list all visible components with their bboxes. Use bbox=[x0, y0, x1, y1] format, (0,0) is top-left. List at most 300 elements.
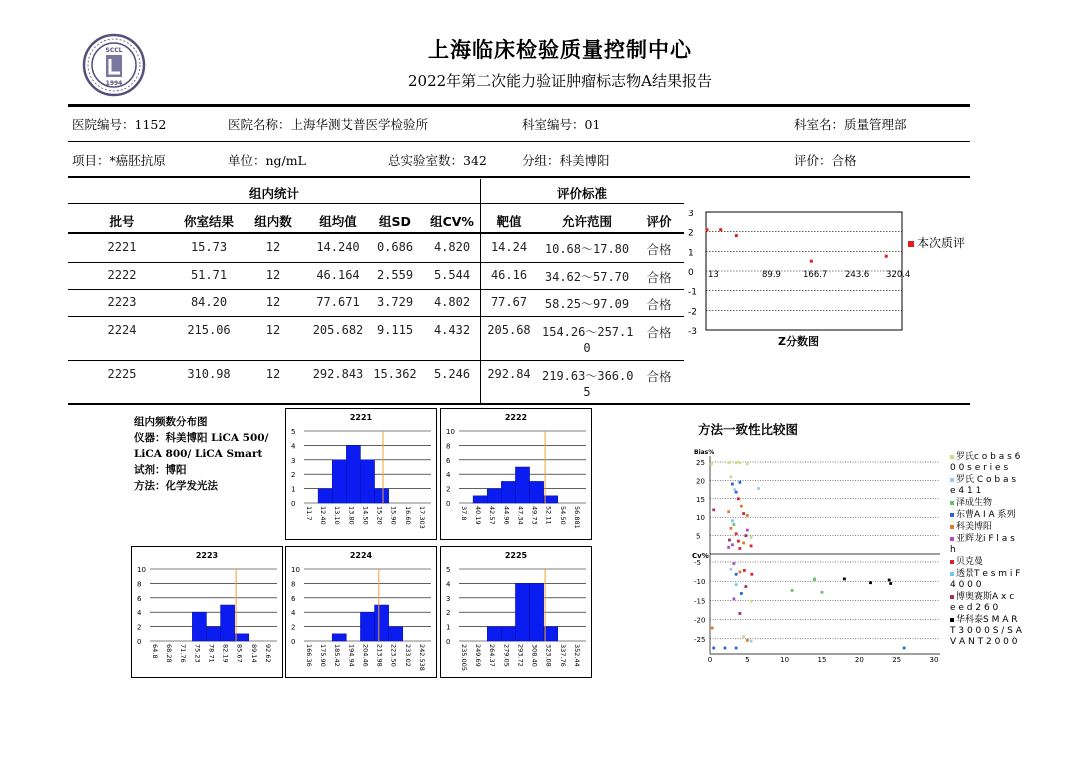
histogram-bar bbox=[501, 481, 515, 503]
hist-y-tick: 1 bbox=[446, 623, 451, 632]
cell-batch: 2224 bbox=[107, 323, 137, 337]
cell-range-continued: 5 bbox=[583, 385, 591, 399]
method-point bbox=[742, 512, 745, 515]
hist-y-tick: 4 bbox=[291, 442, 296, 451]
org-title: 上海临床检验质量控制中心 bbox=[428, 38, 692, 62]
hist-y-tick: 4 bbox=[291, 609, 296, 618]
histogram-bar bbox=[487, 627, 501, 641]
hist-y-tick: 2 bbox=[291, 471, 296, 480]
hist-y-tick: 5 bbox=[291, 428, 296, 436]
divider bbox=[68, 232, 684, 234]
hist-x-tick: 213.98 bbox=[375, 644, 384, 667]
divider bbox=[68, 289, 684, 290]
bias-tick: 5 bbox=[696, 532, 701, 541]
method-point bbox=[740, 505, 743, 508]
method-point bbox=[730, 568, 733, 571]
method-point bbox=[744, 585, 747, 588]
method-point bbox=[737, 540, 740, 543]
legend-item bbox=[950, 557, 1022, 568]
z-y-tick: -2 bbox=[688, 307, 697, 318]
cell-range: 58.25～97.09 bbox=[544, 297, 630, 311]
cell-sd: 9.115 bbox=[376, 323, 414, 337]
legend-label: 华科泰S M A R T 3 0 0 0 S / S A V A N T 2 0 0 0 bbox=[950, 615, 1022, 647]
histogram-2225 bbox=[440, 546, 592, 678]
x-tick: 10 bbox=[780, 656, 790, 664]
method-point bbox=[727, 461, 730, 464]
method-point bbox=[728, 539, 731, 542]
cell-target: 77.67 bbox=[490, 295, 528, 309]
cell-target: 46.16 bbox=[490, 268, 528, 282]
z-point bbox=[885, 255, 888, 258]
col-result: 你室结果 bbox=[183, 214, 234, 229]
method-legend bbox=[950, 452, 1022, 649]
method-point bbox=[757, 487, 760, 490]
hist-x-tick: 293.72 bbox=[516, 644, 525, 667]
hist-y-tick: 0 bbox=[137, 638, 142, 646]
cell-mean: 292.843 bbox=[312, 367, 364, 381]
method-chart-title: 方法一致性比较图 bbox=[698, 422, 799, 437]
method-point bbox=[750, 600, 753, 603]
cell-eval: 合格 bbox=[646, 325, 672, 340]
hist-x-tick: 68.28 bbox=[165, 644, 174, 663]
report-title: 2022年第二次能力验证肿瘤标志物A结果报告 bbox=[407, 72, 712, 90]
hist-y-tick: 6 bbox=[446, 456, 451, 465]
method-point bbox=[742, 635, 745, 638]
cv-tick: -15 bbox=[694, 597, 706, 606]
method-point bbox=[750, 545, 753, 548]
method-point bbox=[738, 481, 741, 484]
divider bbox=[68, 403, 970, 405]
histogram-bar bbox=[389, 627, 403, 641]
method-point bbox=[735, 583, 738, 586]
cell-mean: 46.164 bbox=[316, 268, 360, 282]
histogram-bar bbox=[473, 496, 487, 503]
hist-y-tick: 0 bbox=[446, 638, 451, 646]
method-point bbox=[888, 579, 891, 582]
hist-y-tick: 1 bbox=[291, 485, 296, 494]
hist-x-tick: 78.71 bbox=[207, 644, 216, 663]
cell-cv: 5.544 bbox=[433, 268, 471, 282]
method-point bbox=[869, 581, 872, 584]
method-consistency-chart bbox=[690, 444, 958, 670]
histogram-bar bbox=[360, 612, 374, 641]
cell-range: 10.68～17.80 bbox=[544, 242, 630, 256]
hist-x-tick: 82.19 bbox=[221, 644, 230, 663]
method-point bbox=[727, 546, 730, 549]
x-tick: 5 bbox=[745, 656, 750, 664]
method-point bbox=[735, 491, 738, 494]
method-point bbox=[903, 647, 906, 650]
cv-tick: -10 bbox=[694, 578, 706, 587]
cv-tick: -25 bbox=[694, 635, 706, 644]
freq-title: 组内频数分布图 bbox=[134, 416, 208, 428]
hist-x-tick: 185.42 bbox=[333, 644, 342, 667]
z-x-tick: 243.6 bbox=[845, 270, 870, 280]
total-labs: 总实验室数：342 bbox=[388, 153, 487, 168]
histogram-bar bbox=[375, 489, 389, 503]
hist-y-tick: 4 bbox=[446, 471, 451, 480]
hist-y-tick: 8 bbox=[291, 580, 296, 589]
hist-x-tick: 14.50 bbox=[361, 506, 370, 525]
legend-item bbox=[950, 498, 1022, 509]
histogram-2222 bbox=[440, 408, 592, 540]
hist-x-tick: 166.36 bbox=[305, 644, 313, 667]
cv-tick: -20 bbox=[694, 616, 706, 625]
hist-x-tick: 12.40 bbox=[319, 506, 328, 525]
cell-eval: 合格 bbox=[646, 297, 672, 312]
cell-mean: 77.671 bbox=[316, 295, 360, 309]
z-point bbox=[719, 228, 722, 231]
bias-tick: 25 bbox=[696, 459, 705, 467]
z-y-tick: 2 bbox=[688, 228, 694, 239]
col-n: 组内数 bbox=[254, 214, 292, 229]
method-point bbox=[750, 536, 753, 539]
x-tick: 0 bbox=[707, 656, 713, 664]
method-point bbox=[733, 488, 736, 491]
z-y-tick: -1 bbox=[688, 287, 697, 298]
hist-x-tick: 308.40 bbox=[530, 644, 539, 667]
hist-x-tick: 52.11 bbox=[544, 506, 553, 525]
method-point bbox=[731, 519, 734, 522]
hist-x-tick: 17.303 bbox=[417, 506, 426, 529]
cell-n: 12 bbox=[265, 240, 281, 254]
histogram-bar bbox=[501, 627, 515, 641]
divider bbox=[68, 141, 970, 142]
z-point bbox=[735, 234, 738, 237]
group: 分组：科美博阳 bbox=[522, 153, 610, 168]
divider bbox=[68, 316, 684, 317]
method-point bbox=[732, 597, 735, 600]
cell-target: 14.24 bbox=[490, 240, 528, 254]
method-point bbox=[730, 527, 733, 530]
divider bbox=[68, 262, 684, 263]
col-target: 靶值 bbox=[496, 214, 522, 229]
col-cv: 组CV% bbox=[430, 214, 474, 229]
z-y-tick: 3 bbox=[688, 210, 694, 219]
legend-label: 罗氏 C o b a s e 4 1 1 bbox=[950, 475, 1017, 496]
histogram-bar bbox=[206, 627, 220, 641]
method-point bbox=[740, 592, 743, 595]
divider bbox=[68, 360, 684, 361]
svg-text:SCCL: SCCL bbox=[105, 47, 123, 54]
cell-result: 310.98 bbox=[187, 367, 231, 381]
cell-result: 84.20 bbox=[190, 295, 228, 309]
histogram-bar bbox=[530, 583, 544, 641]
legend-item bbox=[950, 510, 1022, 521]
freq-instrument: 仪器：科美博阳 LiCA 500/ bbox=[134, 432, 269, 444]
dept-name: 科室名：质量管理部 bbox=[794, 117, 907, 132]
hist-y-tick: 10 bbox=[291, 566, 300, 574]
histogram-title: 2225 bbox=[504, 551, 528, 560]
hist-y-tick: 8 bbox=[446, 442, 451, 451]
cell-batch: 2225 bbox=[107, 367, 137, 381]
histogram-bar bbox=[530, 481, 544, 503]
cell-sd: 2.559 bbox=[376, 268, 414, 282]
divider bbox=[68, 203, 684, 204]
histogram-2221 bbox=[285, 408, 437, 540]
cell-batch: 2222 bbox=[107, 268, 137, 282]
cell-range: 219.63～366.0 bbox=[542, 369, 634, 383]
col-batch: 批号 bbox=[109, 214, 135, 229]
z-y-tick: 1 bbox=[688, 248, 694, 259]
legend-label: 贝克曼 bbox=[956, 557, 984, 567]
method-point bbox=[746, 529, 749, 532]
x-tick: 15 bbox=[817, 656, 827, 664]
cell-n: 12 bbox=[265, 268, 281, 282]
z-y-tick: 0 bbox=[688, 268, 694, 278]
hist-y-tick: 6 bbox=[291, 594, 296, 603]
method-point bbox=[735, 461, 738, 464]
histogram-bar bbox=[221, 605, 235, 641]
hist-x-tick: 92.62 bbox=[263, 644, 272, 663]
histogram-bar bbox=[487, 489, 501, 503]
method-point bbox=[727, 510, 730, 513]
histogram-bar bbox=[544, 496, 558, 503]
histogram-bar bbox=[360, 460, 374, 503]
hist-x-tick: 11.7 bbox=[305, 506, 313, 521]
z-legend bbox=[908, 234, 965, 251]
hist-x-tick: 40.19 bbox=[474, 506, 483, 525]
hist-x-tick: 56.881 bbox=[572, 506, 581, 529]
method-point bbox=[730, 475, 733, 478]
histogram-title: 2223 bbox=[195, 551, 219, 560]
cell-batch: 2223 bbox=[107, 295, 137, 309]
z-chart-title: Z分数图 bbox=[778, 335, 819, 348]
divider bbox=[68, 176, 970, 178]
hist-x-tick: 175.90 bbox=[319, 644, 328, 667]
legend-item bbox=[950, 534, 1022, 556]
method-point bbox=[746, 639, 749, 642]
divider bbox=[68, 104, 970, 107]
histogram-bar bbox=[235, 634, 249, 641]
cell-n: 12 bbox=[265, 323, 281, 337]
cell-batch: 2221 bbox=[107, 240, 137, 254]
cell-range: 154.26～257.1 bbox=[542, 325, 634, 339]
cell-cv: 4.802 bbox=[433, 295, 471, 309]
method-point bbox=[744, 534, 747, 537]
x-tick: 20 bbox=[854, 656, 864, 664]
col-sd: 组SD bbox=[379, 214, 411, 229]
histogram-bar bbox=[332, 634, 346, 641]
method-point bbox=[738, 461, 741, 464]
legend-item bbox=[950, 475, 1022, 497]
hist-y-tick: 8 bbox=[137, 580, 142, 589]
col-eval: 评价 bbox=[646, 214, 672, 229]
hist-y-tick: 0 bbox=[291, 638, 296, 646]
col-range: 允许范围 bbox=[561, 214, 612, 229]
histogram-bar bbox=[515, 583, 529, 641]
histogram-bar bbox=[192, 612, 206, 641]
method-point bbox=[889, 582, 892, 585]
bias-tick: 15 bbox=[696, 495, 705, 504]
hist-x-tick: 15.90 bbox=[389, 506, 398, 525]
freq-reagent: 试剂：博阳 bbox=[134, 464, 187, 476]
histogram-bar bbox=[544, 627, 558, 641]
histogram-2223 bbox=[131, 546, 283, 678]
histogram-2224 bbox=[285, 546, 437, 678]
cell-result: 15.73 bbox=[190, 240, 228, 254]
method-point bbox=[742, 542, 745, 545]
group-stats-title: 组内统计 bbox=[248, 186, 299, 201]
hist-x-tick: 279.05 bbox=[502, 644, 511, 667]
cell-range-continued: 0 bbox=[583, 341, 591, 355]
legend-marker-icon bbox=[950, 478, 954, 482]
z-point bbox=[810, 260, 813, 263]
legend-label: 泽成生物 bbox=[956, 498, 993, 508]
hist-x-tick: 71.76 bbox=[179, 644, 188, 663]
method-point bbox=[791, 589, 794, 592]
divider bbox=[480, 179, 481, 203]
criteria-title: 评价标准 bbox=[556, 186, 607, 201]
hist-x-tick: 352.44 bbox=[572, 644, 581, 667]
hist-x-tick: 233.02 bbox=[403, 644, 412, 667]
hist-y-tick: 6 bbox=[137, 594, 142, 603]
histogram-title: 2221 bbox=[349, 413, 373, 422]
hist-x-tick: 49.73 bbox=[530, 506, 539, 525]
method-point bbox=[737, 497, 740, 500]
legend-marker-icon bbox=[950, 595, 954, 599]
hospital-name: 医院名称：上海华测艾普医学检验所 bbox=[228, 117, 429, 132]
legend-label: 透景T e s m i F 4 0 0 0 bbox=[950, 569, 1021, 590]
hist-y-tick: 4 bbox=[446, 580, 451, 589]
z-y-tick: -3 bbox=[688, 327, 697, 337]
hist-y-tick: 2 bbox=[137, 623, 142, 632]
legend-item bbox=[950, 452, 1022, 474]
cell-result: 51.71 bbox=[190, 268, 228, 282]
item-name: 项目：*癌胚抗原 bbox=[72, 153, 166, 168]
legend-item bbox=[950, 592, 1022, 614]
method-point bbox=[735, 573, 738, 576]
bias-tick: 20 bbox=[696, 477, 705, 486]
cell-target: 292.84 bbox=[487, 367, 531, 381]
method-point bbox=[813, 579, 816, 582]
method-point bbox=[738, 547, 741, 550]
legend-label: 东曹A I A 系列 bbox=[956, 510, 1016, 520]
legend-marker-icon bbox=[950, 525, 954, 529]
hist-y-tick: 2 bbox=[446, 485, 451, 494]
method-point bbox=[712, 508, 715, 511]
hist-y-tick: 10 bbox=[446, 428, 455, 436]
legend-label: 科美博阳 bbox=[956, 522, 993, 532]
hist-y-tick: 10 bbox=[137, 566, 146, 574]
legend-item bbox=[950, 522, 1022, 533]
method-point bbox=[710, 462, 713, 465]
hist-x-tick: 85.67 bbox=[235, 644, 244, 663]
cell-eval: 合格 bbox=[646, 242, 672, 257]
z-x-tick: 89.9 bbox=[762, 270, 781, 280]
histogram-bar bbox=[318, 489, 332, 503]
method-point bbox=[735, 532, 738, 535]
hist-y-tick: 0 bbox=[446, 500, 451, 508]
hist-x-tick: 323.08 bbox=[544, 644, 553, 667]
hospital-id: 医院编号：1152 bbox=[72, 117, 167, 132]
legend-marker-icon bbox=[950, 572, 954, 576]
cell-mean: 205.682 bbox=[312, 323, 364, 337]
method-point bbox=[711, 627, 714, 630]
method-point bbox=[731, 483, 734, 486]
col-mean: 组均值 bbox=[319, 214, 357, 229]
method-point bbox=[738, 612, 741, 615]
hist-x-tick: 242.538 bbox=[417, 644, 426, 671]
hist-y-tick: 4 bbox=[137, 609, 142, 618]
legend-item bbox=[950, 615, 1022, 648]
cell-n: 12 bbox=[265, 367, 281, 381]
cell-mean: 14.240 bbox=[316, 240, 360, 254]
legend-label: 本次质评 bbox=[917, 236, 966, 250]
evaluation: 评价：合格 bbox=[794, 153, 857, 168]
method-point bbox=[712, 647, 715, 650]
legend-label: 亚辉龙i F l a s h bbox=[950, 534, 1015, 555]
histogram-bar bbox=[515, 467, 529, 503]
method-point bbox=[731, 543, 734, 546]
bias-tick: 10 bbox=[696, 514, 705, 523]
method-point bbox=[843, 577, 846, 580]
hist-y-tick: 3 bbox=[446, 594, 451, 603]
method-point bbox=[738, 571, 741, 574]
divider bbox=[480, 204, 481, 404]
cell-cv: 4.432 bbox=[433, 323, 471, 337]
z-score-chart bbox=[680, 210, 970, 360]
hist-x-tick: 75.23 bbox=[193, 644, 202, 663]
method-point bbox=[746, 462, 749, 465]
unit: 单位：ng/mL bbox=[228, 153, 306, 168]
hist-x-tick: 47.34 bbox=[516, 506, 525, 525]
hist-y-tick: 2 bbox=[291, 623, 296, 632]
histogram-bar bbox=[375, 605, 389, 641]
legend-marker-icon bbox=[950, 455, 954, 459]
method-point bbox=[735, 647, 738, 650]
legend-item bbox=[950, 569, 1022, 591]
hist-x-tick: 42.57 bbox=[488, 506, 497, 525]
dept-id: 科室编号：01 bbox=[522, 117, 601, 132]
legend-label: 罗氏c o b a s 6 0 0 s e r i e s bbox=[950, 452, 1021, 473]
cell-range: 34.62～57.70 bbox=[544, 270, 630, 284]
cell-sd: 3.729 bbox=[376, 295, 414, 309]
hist-x-tick: 204.46 bbox=[361, 644, 370, 667]
cell-sd: 15.362 bbox=[373, 367, 417, 381]
z-x-tick: 13 bbox=[708, 270, 719, 280]
hist-x-tick: 264.37 bbox=[488, 644, 497, 667]
method-point bbox=[750, 640, 753, 643]
cell-eval: 合格 bbox=[646, 270, 672, 285]
hist-x-tick: 13.80 bbox=[347, 506, 356, 525]
cv-label: Cv% bbox=[692, 552, 709, 560]
legend-marker-icon bbox=[950, 618, 954, 622]
z-x-tick: 320.4 bbox=[886, 270, 911, 280]
cell-cv: 4.820 bbox=[433, 240, 471, 254]
hist-y-tick: 0 bbox=[291, 500, 296, 508]
freq-info bbox=[134, 414, 268, 494]
legend-label: 博奥赛斯A x c e e d 2 6 0 bbox=[950, 592, 1015, 613]
histogram-bar bbox=[332, 460, 346, 503]
cell-n: 12 bbox=[265, 295, 281, 309]
cell-target: 205.68 bbox=[487, 323, 531, 337]
method-point bbox=[732, 562, 735, 565]
freq-instrument-2: LiCA 800/ LiCA Smart bbox=[134, 448, 263, 460]
x-tick: 25 bbox=[892, 656, 902, 664]
hist-x-tick: 194.94 bbox=[347, 644, 356, 667]
cell-cv: 5.246 bbox=[433, 367, 471, 381]
cell-result: 215.06 bbox=[187, 323, 231, 337]
method-point bbox=[743, 569, 746, 572]
hist-x-tick: 64.8 bbox=[151, 644, 159, 659]
hist-x-tick: 337.76 bbox=[558, 644, 567, 667]
legend-marker-icon bbox=[950, 513, 954, 517]
hist-x-tick: 223.50 bbox=[389, 644, 398, 667]
freq-method: 方法：化学发光法 bbox=[134, 480, 218, 492]
hist-x-tick: 37.8 bbox=[460, 506, 468, 521]
legend-marker-icon bbox=[908, 241, 914, 247]
